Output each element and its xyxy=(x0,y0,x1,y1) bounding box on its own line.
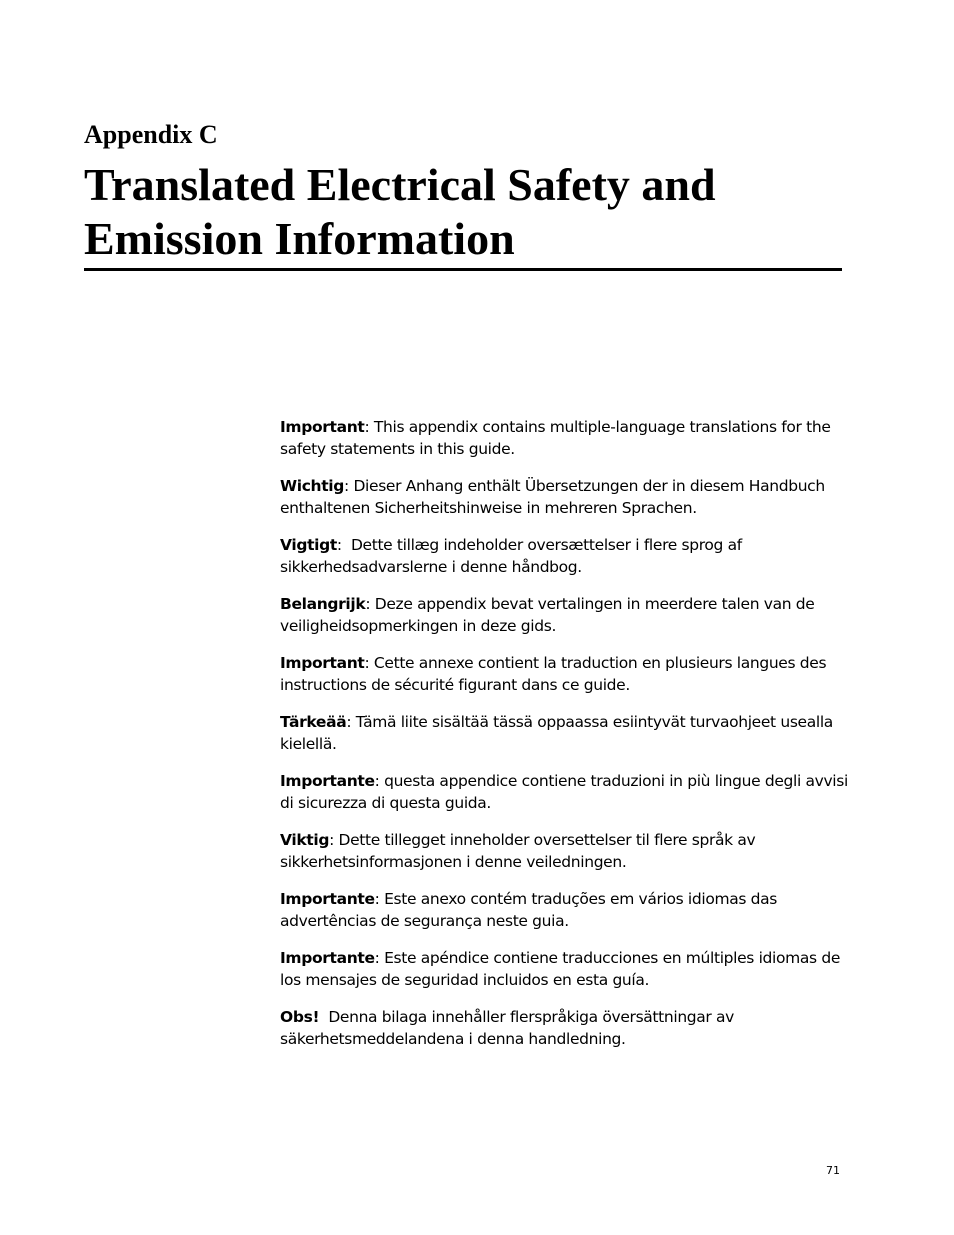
notice-text: : Deze appendix bevat vertalingen in meerdere talen van de veiligheidsopmerkingen in deze gids. xyxy=(280,595,815,635)
notice-italian xyxy=(280,770,850,814)
notice-keyword: Important xyxy=(280,418,365,436)
page-number: 71 xyxy=(826,1164,840,1177)
notice-text: : Cette annexe contient la traduction en plusieurs langues des instructions de sécurité figurant dans ce guide. xyxy=(280,654,827,694)
notice-german xyxy=(280,475,850,519)
notice-spanish xyxy=(280,947,850,991)
appendix-label: Appendix C xyxy=(84,120,218,149)
notice-keyword: Belangrijk xyxy=(280,595,366,613)
notice-text: : questa appendice contiene traduzioni in più lingue degli avvisi di sicurezza di questa guida. xyxy=(280,772,848,812)
notice-norwegian xyxy=(280,829,850,873)
chapter-title xyxy=(84,158,854,266)
notice-text: Denna bilaga innehåller flerspråkiga översättningar av säkerhetsmeddelandena i denna handledning. xyxy=(280,1008,739,1048)
notice-text: : Dette tillæg indeholder oversættelser i flere sprog af sikkerhedsadvarslerne i denne håndbog. xyxy=(280,536,747,576)
title-rule xyxy=(84,268,842,271)
notice-keyword: Importante xyxy=(280,890,375,908)
notice-text: : Tämä liite sisältää tässä oppaassa esiintyvät turvaohjeet usealla kielellä. xyxy=(280,713,833,753)
notice-text: : This appendix contains multiple-language translations for the safety statements in this guide. xyxy=(280,418,831,458)
notice-swedish xyxy=(280,1006,850,1050)
notice-portuguese xyxy=(280,888,850,932)
notice-keyword: Vigtigt xyxy=(280,536,337,554)
notice-keyword: Important xyxy=(280,654,365,672)
notice-french xyxy=(280,652,850,696)
notice-keyword: Tärkeää xyxy=(280,713,347,731)
notice-keyword: Importante xyxy=(280,949,375,967)
notice-finnish xyxy=(280,711,850,755)
notice-keyword: Obs! xyxy=(280,1008,320,1026)
safety-notice-list xyxy=(280,416,850,1065)
notice-danish xyxy=(280,534,850,578)
notice-keyword: Wichtig xyxy=(280,477,345,495)
notice-text: : Dieser Anhang enthält Übersetzungen der in diesem Handbuch enthaltenen Sicherheitshinweise in mehreren Sprachen. xyxy=(280,477,825,517)
notice-text: : Este anexo contém traduções em vários idiomas das advertências de segurança neste guia. xyxy=(280,890,778,930)
chapter-title-line-1: Translated Electrical Safety and xyxy=(84,159,716,210)
notice-dutch xyxy=(280,593,850,637)
notice-text: : Este apéndice contiene traducciones en múltiples idiomas de los mensajes de seguridad incluidos en esta guía. xyxy=(280,949,841,989)
notice-text: : Dette tillegget inneholder oversettelser til flere språk av sikkerhetsinformasjonen i denne veiledningen. xyxy=(280,831,756,871)
notice-keyword: Importante xyxy=(280,772,375,790)
notice-keyword: Viktig xyxy=(280,831,330,849)
notice-english xyxy=(280,416,850,460)
chapter-title-line-2: Emission Information xyxy=(84,213,515,264)
